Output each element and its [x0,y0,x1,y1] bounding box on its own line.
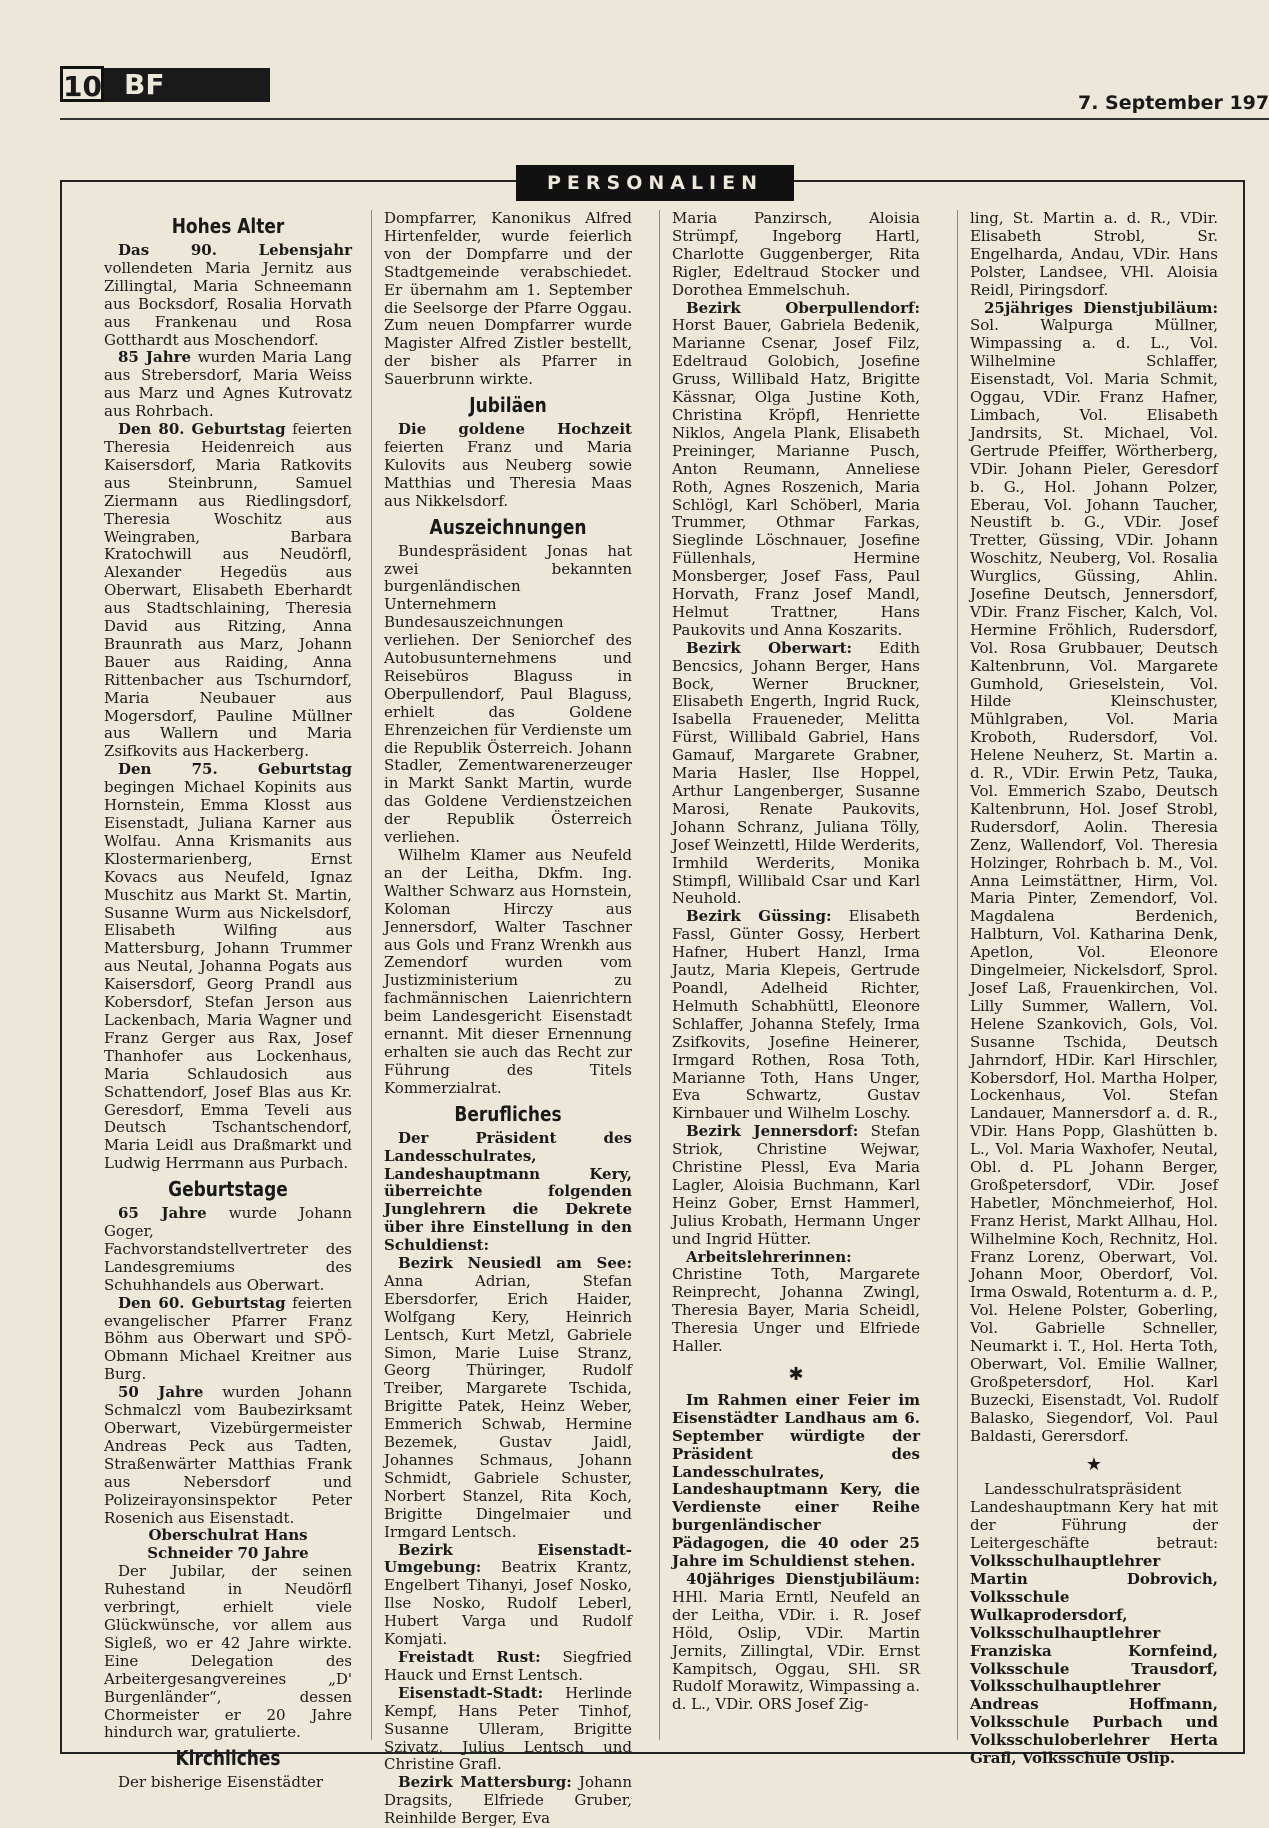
column-1 [104,210,352,1792]
paragraph: 65 Jahre wurde Johann Goger, Fachvorstandstellvertreter des Landesgremiums des Schuhhandels aus Oberwart. [104,1204,352,1294]
paragraph: Landesschulratspräsident Landeshauptmann Kery hat mit der Führung der Leitergeschäfte betraut: Volksschulhauptlehrer Martin Dobrovich, Volksschule Wulkaprodersdorf, Volksschulhauptlehrer Franziska Kornfeind, Volksschule Trausdorf, Volksschulhauptlehrer Andreas Hoffmann, Volksschule Purbach und Volksschuloberlehrer Herta Grafl, Volksschule Oslip. [970,1480,1218,1768]
star-separator-icon: ★ [1085,1453,1103,1475]
paragraph: Der Präsident des Landesschulrates, Landeshauptmann Kery, überreichte folgenden Junglehrern die Dekrete über ihre Einstellung in den Schuldienst: [384,1128,632,1255]
paragraph: Wilhelm Klamer aus Neufeld an der Leitha, Dkfm. Ing. Walther Schwarz aus Hornstein, Koloman Hirczy aus Jennersdorf, Walter Taschner aus Gols und Franz Wrenkh aus Zemendorf wurden vom Justizministerium zu fachmännischen Laienrichtern beim Landesgericht Eisenstadt ernannt. Mit dieser Ernennung erhalten sie auch das Recht zur Führung des Titels Kommerzialrat. [384,846,632,1097]
heading-jubilaeen: Jubiläen [469,393,547,418]
column-divider [659,210,660,1740]
paragraph: Bezirk Neusiedl am See: Anna Adrian, Stefan Ebersdorfer, Erich Haider, Wolfgang Kery, Heinrich Lentsch, Kurt Metzl, Gabriele Simon, Marie Luise Stranz, Georg Thüringer, Rudolf Treiber, Margarete Tschida, Brigitte Patek, Heinz Weber, Emmerich Schwab, Hermine Bezemek, Gustav Jaidl, Johannes Schmaus, Johann Schmidt, Gabriele Schuster, Norbert Stanzel, Rita Koch, Brigitte Dingelmaier und Irmgard Lentsch. [384,1254,632,1541]
section-label: BF [104,68,270,102]
subheading-schneider: Oberschulrat Hans Schneider 70 Jahre [147,1526,309,1563]
star-separator-icon: ✱ [788,1364,804,1385]
paragraph: Bezirk Jennersdorf: Stefan Striok, Christine Wejwar, Christine Plessl, Eva Maria Lagler, Aloisia Buchmann, Karl Heinz Gober, Ernst Hammerl, Julius Krobath, Hermann Unger und Ingrid Hütter. [672,1122,921,1248]
paragraph: Die goldene Hochzeit feierten Franz und Maria Kulovits aus Neuberg sowie Matthias und Theresia Maas aus Nikkelsdorf. [384,420,632,510]
paragraph: Bezirk Mattersburg: Johann Dragsits, Elfriede Gruber, Reinhilde Berger, Eva [384,1773,632,1828]
column-4 [970,210,1218,1768]
paragraph: 85 Jahre wurden Maria Lang aus Strebersdorf, Maria Weiss aus Marz und Agnes Kutrovatz aus Rohrbach. [104,348,352,421]
paragraph: Bezirk Eisenstadt-Umgebung: Beatrix Krantz, Engelbert Tihanyi, Josef Nosko, Ilse Nosko, Rudolf Leberl, Hubert Varga und Rudolf Komjati. [384,1540,632,1649]
heading-auszeichnungen: Auszeichnungen [429,514,587,539]
heading-hohes-alter: Hohes Alter [171,214,285,238]
section-banner: PERSONALIEN [516,165,794,201]
paragraph: Den 75. Geburtstag begingen Michael Kopinits aus Hornstein, Emma Klosst aus Eisenstadt, Juliana Karner aus Wolfau. Anna Krismanits aus Klostermarienberg, Ernst Kovacs aus Neufeld, Ignaz Muschitz aus Markt St. Martin, Susanne Wurm aus Nickelsdorf, Elisabeth Wilfing aus Mattersburg, Johann Trummer aus Neutal, Johanna Pogats aus Kaisersdorf, Georg Prandl aus Kobersdorf, Stefan Jerson aus Lackenbach, Maria Wagner und Franz Gerger aus Rax, Josef Thanhofer aus Lockenhaus, Maria Schlaudosich aus Schattendorf, Josef Blas aus Kr. Geresdorf, Emma Teveli aus Deutsch Tschantschendorf, Maria Leidl aus Draßmarkt und Ludwig Herrmann aus Purbach. [104,760,352,1173]
paragraph: 25jähriges Dienstjubiläum: Sol. Walpurga Müllner, Wimpassing a. d. L., Vol. Wilhelmine Schlaffer, Eisenstadt, Vol. Maria Schmit, Oggau, VDir. Franz Hafner, Limbach, Vol. Elisabeth Jandrsits, St. Michael, Vol. Gertrude Pfeiffer, Wörtherberg, VDir. Johann Pieler, Geresdorf b. G., Hol. Johann Polzer, Eberau, Vol. Johann Taucher, Neustift b. G., VDir. Josef Tretter, Güssing, VDir. Johann Woschitz, Neuberg, Vol. Rosalia Wurglics, Güssing, Ahlin. Josefine Deutsch, Jennersdorf, VDir. Franz Fischer, Kalch, Vol. Hermine Fröhlich, Rudersdorf, Vol. Rosa Grubbauer, Deutsch Kaltenbrunn, Vol. Margarete Gumhold, Grieselstein, Vol. Hilde Kleinschuster, Mühlgraben, Vol. Maria Kroboth, Rudersdorf, Vol. Helene Neuherz, St. Martin a. d. R., VDir. Erwin Petz, Tauka, Vol. Emmerich Szabo, Deutsch Kaltenbrunn, Hol. Josef Strobl, Rudersdorf, Aolin. Theresia Zenz, Wallendorf, Vol. Theresia Holzinger, Rohrbach b. M., Vol. Anna Leimstättner, Hirm, Vol. Maria Pinter, Zemendorf, Vol. Magdalena Berdenich, Halbturn, Vol. Katharina Denk, Apetlon, Vol. Eleonore Dingelmeier, Nickelsdorf, Sprol. Josef Laß, Frauenkirchen, Vol. Lilly Summer, Wallern, Vol. Helene Szankovich, Gols, Vol. Susanne Tschida, Deutsch Jahrndorf, HDir. Karl Hirschler, Kobersdorf, Hol. Martha Holper, Lockenhaus, Vol. Stefan Landauer, Mannersdorf a. d. R., VDir. Hans Popp, Glashütten b. L., Vol. Maria Waxhofer, Neutal, Obl. d. PL Johann Berger, Großpetersdorf, VDir. Josef Habetler, Mönchmeierhof, Hol. Franz Herist, Markt Allhau, Hol. Wilhelmine Koch, Rechnitz, Hol. Franz Lorenz, Oberwart, Vol. Johann Moor, Oberdorf, Vol. Irma Oswald, Rotenturm a. d. P., Vol. Helene Polster, Goberling, Vol. Gabrielle Schneller, Neumarkt i. T., Hol. Herta Toth, Oberwart, Vol. Emilie Wallner, Großpetersdorf, Hol. Karl Buzecki, Eisenstadt, Vol. Rudolf Balasko, Siegendorf, Vol. Paul Baldasti, Gerersdorf. [970,298,1218,1445]
column-2 [384,210,632,1828]
paragraph: Der bisherige Eisenstädter [118,1773,324,1792]
heading-geburtstage: Geburtstage [168,1177,288,1202]
header-rule [60,118,1269,120]
paragraph: Maria Panzirsch, Aloisia Strümpf, Ingeborg Hartl, Charlotte Guggenberger, Rita Rigler, Edeltraud Stocker und Dorothea Emmelschuh. [672,209,920,299]
issue-date: 7. September 197 [1078,92,1269,114]
paragraph: Bezirk Güssing: Elisabeth Fassl, Günter Gossy, Herbert Hafner, Hubert Hanzl, Irma Jautz, Maria Klepeis, Gertrude Poandl, Adelheid Richter, Helmuth Schabhüttl, Eleonore Schlaffer, Johanna Stefely, Irma Zsifkovits, Josefine Heinerer, Irmgard Rothen, Rosa Toth, Marianne Toth, Hans Unger, Eva Schwartz, Gustav Kirnbauer und Wilhelm Loschy. [672,907,920,1123]
paragraph: ling, St. Martin a. d. R., VDir. Elisabeth Strobl, Sr. Engelharda, Andau, VDir. Hans Polster, Landsee, VHl. Aloisia Reidl, Piringsdorf. [970,209,1218,299]
paragraph: Dompfarrer, Kanonikus Alfred Hirtenfelder, wurde feierlich von der Dompfarre und der Stadtgemeinde verabschiedet. Er übernahm am 1. September die Seelsorge der Pfarre Oggau. Zum neuen Dompfarrer wurde Magister Alfred Zistler bestellt, der bisher als Pfarrer in Sauerbrunn wirkte. [384,209,632,389]
column-divider [957,210,958,1740]
paragraph: 50 Jahre wurden Johann Schmalczl vom Baubezirksamt Oberwart, Vizebürgermeister Andreas Peck aus Tadten, Straßenwärter Matthias Frank aus Nebersdorf und Polizeirayonsinspektor Peter Rosenich aus Eisenstadt. [104,1383,352,1527]
paragraph: 40jähriges Dienstjubiläum: HHl. Maria Erntl, Neufeld an der Leitha, VDir. i. R. Josef Höld, Oslip, VDir. Martin Jernits, Zillingtal, VDir. Ernst Kampitsch, Oggau, SHl. SR Rudolf Morawitz, Wimpassing a. d. L., VDir. ORS Josef Zig- [672,1569,920,1714]
heading-berufliches: Berufliches [454,1101,562,1126]
paragraph: Freistadt Rust: Siegfried Hauck und Ernst Lentsch. [384,1647,632,1684]
paragraph: Der Jubilar, der seinen Ruhestand in Neudörfl verbringt, erhielt viele Glückwünsche, vor allem aus Sigleß, wo er 42 Jahre wirkte. Eine Delegation des Arbeitergesangvereines „D' Burgenländer“, dessen Chormeister er 20 Jahre hindurch war, gratulierte. [104,1562,352,1742]
column-3 [672,210,920,1714]
column-divider [371,210,372,1740]
paragraph: Das 90. Lebensjahr vollendeten Maria Jernitz aus Zillingtal, Maria Schneemann aus Bocksdorf, Rosalia Horvath aus Frankenau und Rosa Gotthardt aus Moschendorf. [104,241,352,349]
heading-kirchliches: Kirchliches [175,1746,281,1771]
paragraph: Eisenstadt-Stadt: Herlinde Kempf, Hans Peter Tinhof, Susanne Ulleram, Brigitte Szivatz, Julius Lentsch und Christine Grafl. [384,1683,632,1774]
paragraph: Bundespräsident Jonas hat zwei bekannten burgenländischen Unternehmern Bundesauszeichnungen verliehen. Der Seniorchef des Autobusunternehmens und Reisebüros Blaguss in Oberpullendorf, Paul Blaguss, erhielt das Goldene Ehrenzeichen für Verdienste um die Republik Österreich. Johann Stadler, Zementwarenerzeuger in Markt Sankt Martin, wurde das Goldene Verdienstzeichen der Republik Österreich verliehen. [384,541,632,847]
page-number: 10 [60,66,104,102]
paragraph: Arbeitslehrerinnen: Christine Toth, Margarete Reinprecht, Johanna Zwingl, Theresia Bayer, Maria Scheidl, Theresia Unger und Elfriede Haller. [672,1247,920,1356]
paragraph: Den 60. Geburtstag feierten evangelischer Pfarrer Franz Böhm aus Oberwart und SPÖ-Obmann Michael Kreitner aus Burg. [104,1293,352,1384]
paragraph: Den 80. Geburtstag feierten Theresia Heidenreich aus Kaisersdorf, Maria Ratkovits aus Steinbrunn, Samuel Ziermann aus Riedlingsdorf, Theresia Woschitz aus Weingraben, Barbara Kratochwill aus Neudörfl, Alexander Hegedüs aus Oberwart, Elisabeth Eberhardt aus Stadtschlaining, Theresia David aus Ritzing, Anna Braunrath aus Marz, Johann Bauer aus Raiding, Anna Rittenbacher aus Tschurndorf, Maria Neubauer aus Mogersdorf, Pauline Müllner aus Wallern und Maria Zsifkovits aus Hackerberg. [104,420,352,761]
paragraph: Bezirk Oberwart: Edith Bencsics, Johann Berger, Hans Bock, Werner Bruckner, Elisabeth Engerth, Ingrid Ruck, Isabella Fraueneder, Melitta Fürst, Willibald Gabriel, Hans Gamauf, Margarete Grabner, Maria Hasler, Ilse Hoppel, Arthur Langenberger, Susanne Marosi, Renate Paukovits, Johann Schranz, Juliana Tölly, Josef Weinzettl, Hilde Werderits, Irmhild Werderits, Monika Stimpfl, Willibald Csar und Karl Neuhold. [672,638,920,908]
paragraph: Bezirk Oberpullendorf: Horst Bauer, Gabriela Bedenik, Marianne Csenar, Josef Filz, Edeltraud Golobich, Josefine Gruss, Willibald Hatz, Brigitte Kässnar, Olga Justine Koth, Christina Kröpfl, Henriette Niklos, Angela Plank, Elisabeth Preininger, Marianne Pusch, Anton Reumann, Anneliese Roth, Agnes Roszenich, Maria Schlögl, Karl Schöberl, Maria Trummer, Othmar Farkas, Sieglinde Löschnauer, Josefine Füllenhals, Hermine Monsberger, Josef Fass, Paul Horvath, Franz Josef Mandl, Helmut Trattner, Hans Paukovits und Anna Koszarits. [672,298,920,639]
paragraph: Im Rahmen einer Feier im Eisenstädter Landhaus am 6. September würdigte der Präsident des Landesschulrates, Landeshauptmann Kery, die Verdienste einer Reihe burgenländischer Pädagogen, die 40 oder 25 Jahre im Schuldienst stehen. [672,1390,920,1571]
